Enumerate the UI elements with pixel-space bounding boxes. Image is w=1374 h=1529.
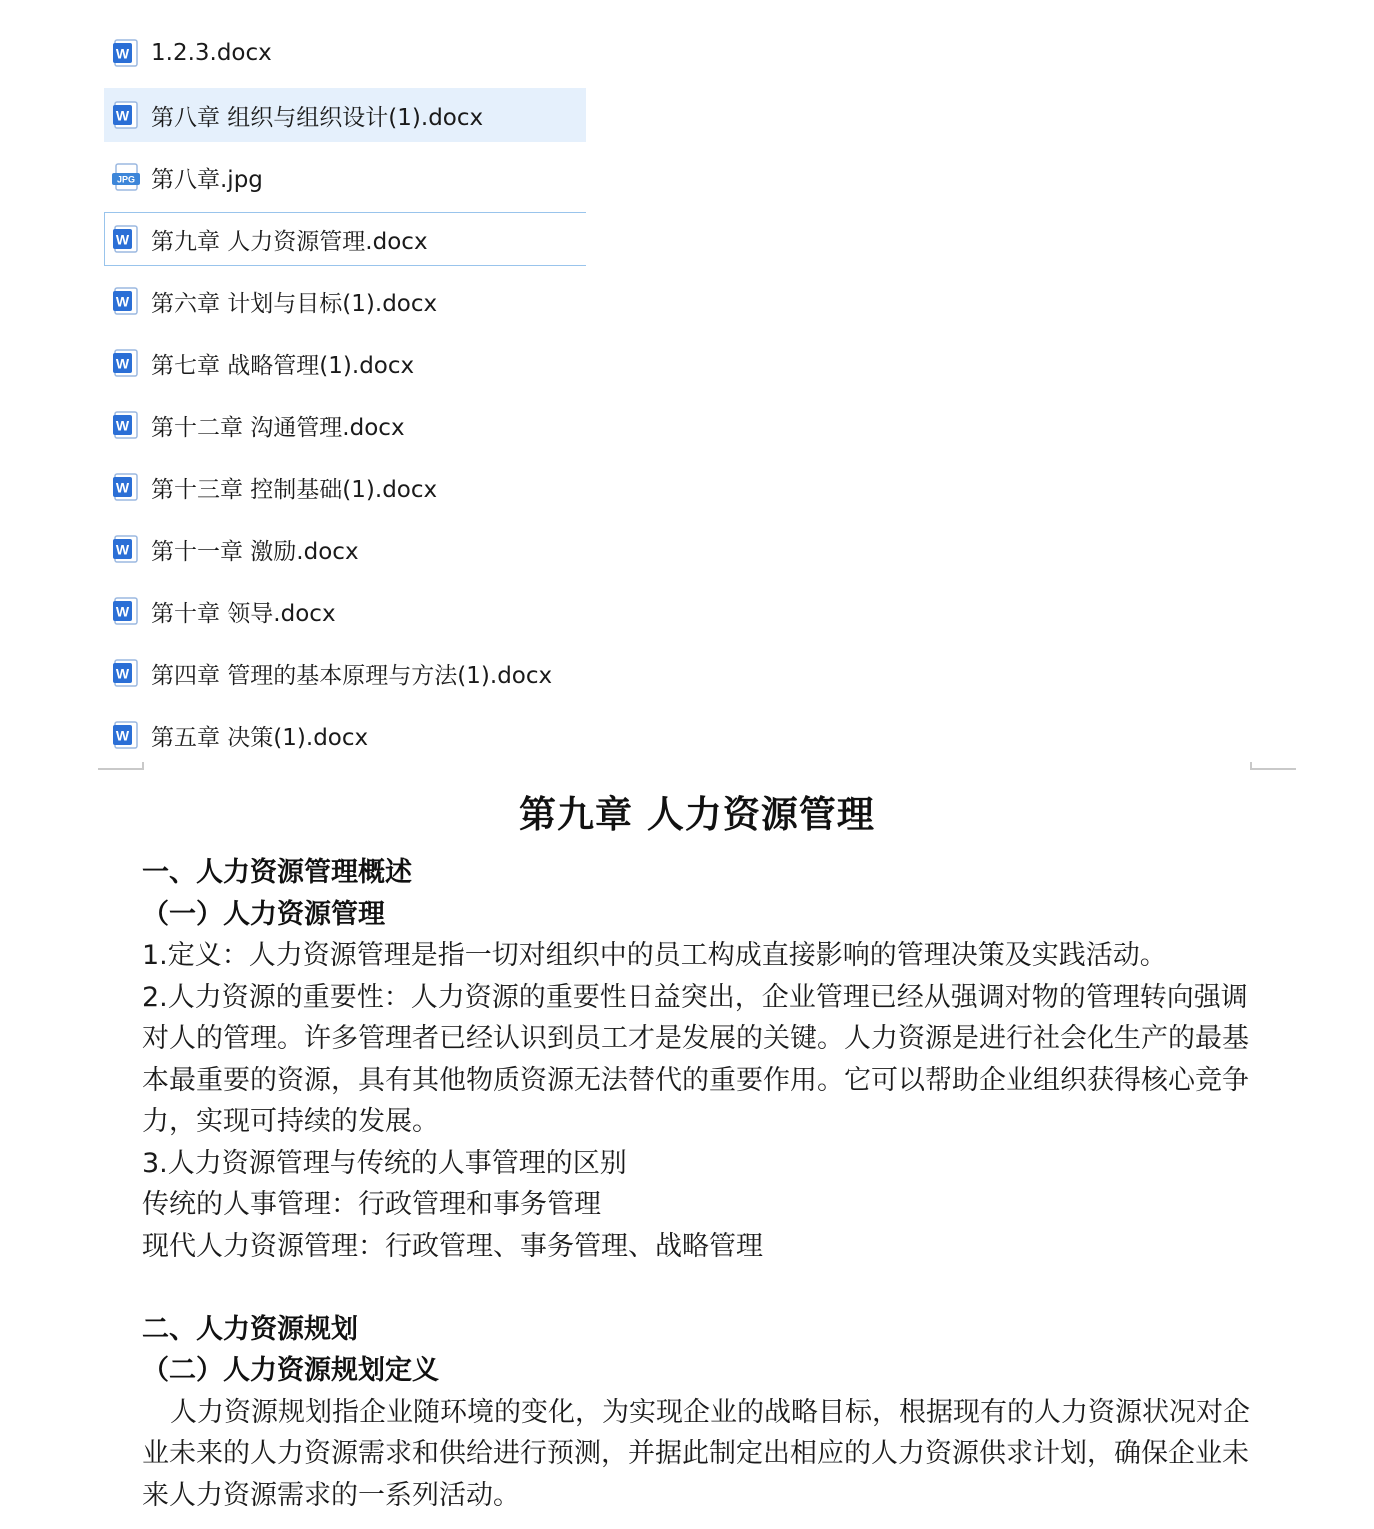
page-corner-marker-right [1250, 768, 1296, 776]
file-name-label: 第九章 人力资源管理.docx [151, 228, 428, 255]
svg-text:W: W [115, 293, 130, 310]
file-list-item[interactable] [104, 522, 586, 576]
file-name-label: 第十一章 激励.docx [151, 538, 359, 565]
file-list-item[interactable] [104, 398, 586, 452]
word-document-icon [111, 348, 141, 378]
svg-text:W: W [115, 603, 130, 620]
body-paragraph: 人力资源规划指企业随环境的变化，为实现企业的战略目标，根据现有的人力资源状况对企业未来的人力资源需求和供给进行预测，并据此制定出相应的人力资源供求计划，确保企业未来人力资源需求的一系列活动。 [142, 1396, 1250, 1511]
body-paragraph: 传统的人事管理：行政管理和事务管理 [142, 1189, 601, 1220]
svg-text:W: W [115, 727, 130, 744]
file-list-item[interactable] [104, 88, 586, 142]
document-title: 第九章 人力资源管理 [519, 792, 875, 836]
word-document-icon [111, 534, 141, 564]
svg-text:W: W [115, 107, 130, 124]
file-name-label: 第十章 领导.docx [151, 600, 336, 627]
file-list-item[interactable] [104, 646, 586, 700]
svg-text:JPG: JPG [116, 174, 136, 185]
word-document-icon [111, 472, 141, 502]
file-name-label: 第四章 管理的基本原理与方法(1).docx [151, 662, 553, 689]
word-document-icon [111, 286, 141, 316]
word-document-icon [111, 720, 141, 750]
word-document-icon [111, 658, 141, 688]
page-corner-marker-left [98, 768, 144, 776]
body-paragraph: 1.定义：人力资源管理是指一切对组织中的员工构成直接影响的管理决策及实践活动。 [142, 940, 1167, 971]
file-list-item[interactable] [104, 212, 586, 266]
word-document-icon [111, 38, 141, 68]
file-list-item[interactable] [104, 336, 586, 390]
svg-text:W: W [115, 479, 130, 496]
document-body [142, 852, 1250, 1516]
word-document-icon [111, 596, 141, 626]
file-name-label: 第七章 战略管理(1).docx [151, 352, 415, 379]
file-name-label: 第六章 计划与目标(1).docx [151, 290, 438, 317]
jpg-image-icon [111, 162, 141, 192]
svg-text:W: W [115, 45, 130, 62]
svg-text:W: W [115, 541, 130, 558]
file-list-item[interactable] [104, 274, 586, 328]
blank-line [142, 1267, 1250, 1309]
section-heading: （二）人力资源规划定义 [142, 1355, 439, 1386]
section-heading: 二、人力资源规划 [142, 1313, 358, 1345]
svg-text:W: W [115, 665, 130, 682]
file-name-label: 第五章 决策(1).docx [151, 724, 369, 751]
svg-text:W: W [115, 355, 130, 372]
file-list-item[interactable] [104, 460, 586, 514]
section-heading: 一、人力资源管理概述 [142, 857, 412, 888]
word-document-icon [111, 100, 141, 130]
body-paragraph: 3.人力资源管理与传统的人事管理的区别 [142, 1147, 627, 1179]
file-list [104, 26, 586, 770]
file-list-item[interactable] [104, 708, 586, 762]
file-name-label: 第十三章 控制基础(1).docx [151, 476, 438, 503]
body-paragraph: 现代人力资源管理：行政管理、事务管理、战略管理 [142, 1230, 763, 1262]
body-paragraph: 2.人力资源的重要性：人力资源的重要性日益突出，企业管理已经从强调对物的管理转向强调对人的管理。许多管理者已经认识到员工才是发展的关键。人力资源是进行社会化生产的最基本最重要的资源，具有其他物质资源无法替代的重要作用。它可以帮助企业组织获得核心竞争力，实现可持续的发展。 [142, 981, 1249, 1137]
word-document-icon [111, 410, 141, 440]
file-name-label: 第十二章 沟通管理.docx [151, 414, 405, 441]
file-list-item[interactable] [104, 26, 586, 80]
svg-text:W: W [115, 417, 130, 434]
document-preview [98, 762, 1296, 1529]
svg-text:W: W [115, 231, 130, 248]
file-name-label: 第八章 组织与组织设计(1).docx [151, 104, 484, 131]
file-name-label: 第八章.jpg [151, 166, 263, 193]
file-list-item[interactable] [104, 150, 586, 204]
word-document-icon [111, 224, 141, 254]
section-heading: （一）人力资源管理 [142, 898, 385, 930]
file-list-item[interactable] [104, 584, 586, 638]
file-name-label: 1.2.3.docx [151, 40, 272, 66]
